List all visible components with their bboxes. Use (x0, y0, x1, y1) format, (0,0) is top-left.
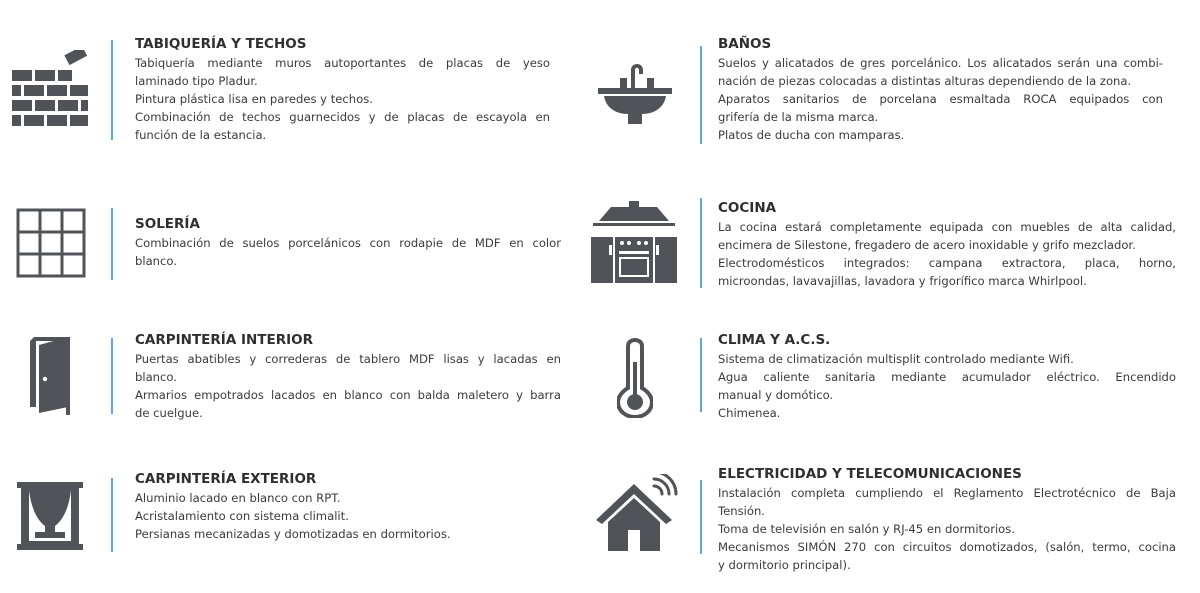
section-description: Suelos y alicatados de gres porcelánico. Los alicatados serán una combi- nación de piezas colocadas a distintas alturas dependiendo de la zona. Aparatos sanitarios de porcelana esmaltada ROCA equipados con grifería de la misma marca. Platos de ducha con mamparas. (718, 56, 1163, 142)
section-title: TABIQUERÍA Y TECHOS (135, 36, 307, 52)
divider-line (700, 338, 702, 412)
section-description: La cocina estará completamente equipada con muebles de alta calidad, encimera de Silestone, fregadero de acero inoxidable y grifo mezclador. Electrodomésticos integrados: campana extractora, placa, horno, microondas, lavavajillas, lavadora y frigorífico marca Whirlpool. (718, 220, 1176, 288)
divider-line (700, 480, 702, 554)
section-title: CLIMA Y A.C.S. (718, 332, 831, 348)
section-title: SOLERÍA (135, 216, 200, 232)
section-title: CARPINTERÍA INTERIOR (135, 332, 314, 348)
section-description: Puertas abatibles y correderas de tablero MDF lisas y lacadas en blanco. Armarios empotrados lacados en blanco con balda maletero y barra de cuelgue. (135, 352, 561, 420)
floor-tiles-icon (16, 208, 86, 278)
divider-line (111, 208, 113, 280)
section-title: CARPINTERÍA EXTERIOR (135, 471, 317, 487)
sink-faucet-icon (598, 58, 672, 126)
brick-wall-icon (12, 50, 90, 130)
window-curtains-icon (17, 482, 83, 550)
divider-line (111, 478, 113, 552)
section-description: Instalación completa cumpliendo el Reglamento Electrotécnico de Baja Tensión. Toma de televisión en salón y RJ-45 en dormitorios. Mecanismos SIMÓN 270 con circuitos domotizados, (salón, termo, cocina y dormitorio principal). (718, 486, 1176, 572)
section-description: Combinación de suelos porcelánicos con rodapie de MDF en color blanco. (135, 236, 561, 268)
section-title: BAÑOS (718, 36, 772, 52)
divider-line (111, 338, 113, 414)
section-title: COCINA (718, 200, 777, 216)
divider-line (700, 198, 702, 288)
kitchen-icon (589, 201, 679, 285)
section-description: Sistema de climatización multisplit controlado mediante Wifi. Agua caliente sanitaria mediante acumulador eléctrico. Encendido manual y domótico. Chimenea. (718, 352, 1176, 420)
smart-home-wifi-icon (596, 474, 678, 552)
section-description: Tabiquería mediante muros autoportantes de placas de yeso laminado tipo Pladur. Pintura plástica lisa en paredes y techos. Combinación de techos guarnecidos y de placas de escayola en función de la estancia. (135, 56, 550, 142)
thermometer-icon (617, 336, 653, 418)
divider-line (700, 46, 702, 144)
section-description: Aluminio lacado en blanco con RPT. Acristalamiento con sistema climalit. Persianas mecanizadas y domotizadas en dormitorios. (135, 491, 451, 541)
door-icon (30, 337, 72, 415)
section-title: ELECTRICIDAD Y TELECOMUNICACIONES (718, 466, 1022, 482)
divider-line (111, 40, 113, 140)
